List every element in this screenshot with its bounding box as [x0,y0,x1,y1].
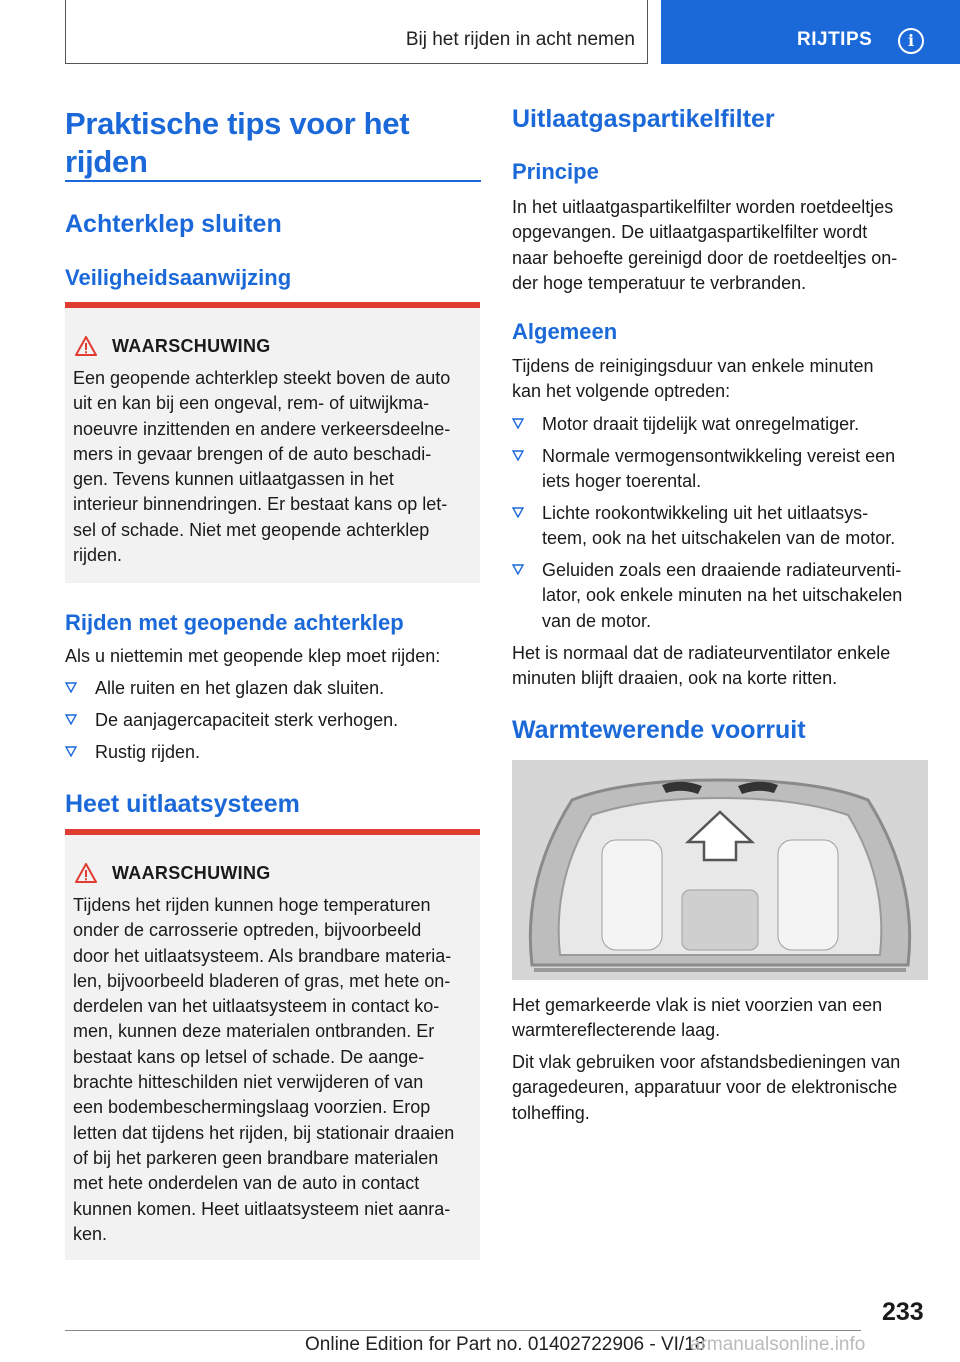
bullet-triangle-icon [65,713,77,725]
bullet-triangle-icon [65,745,77,757]
heading-heet-uitlaatsysteem: Heet uitlaatsysteem [65,790,300,818]
footer-watermark: armanualsonline.info [690,1334,866,1355]
paragraph-after-list [512,641,928,692]
text-line: Motor draait tijdelijk wat onregelmatiger. [542,414,860,434]
text-line: Lichte rookontwikkeling uit het uitlaatsys- [542,503,869,523]
warning-line: bestaat kans op letsel of schade. De aange- [73,1046,425,1067]
warning-box-uitlaat [65,829,480,1260]
paragraph-wv-1 [512,993,928,1044]
text-line: Geluiden zoals een draaiende radiateurventi- [542,560,902,580]
warning-triangle-icon [75,336,97,356]
text-line: Het is normaal dat de radiateurventilator enkele [512,643,891,663]
text-line: opgevangen. De uitlaatgaspartikelfilter wordt [512,222,868,243]
paragraph-intro: Als u niettemin met geopende klep moet rijden: [65,646,441,666]
warning-line: brachte hitteschilden niet verwijderen of van [73,1072,424,1093]
heading-uitlaatgaspartikelfilter: Uitlaatgaspartikelfilter [512,105,775,133]
page-number: 233 [882,1298,924,1326]
warning-line: rijden. [73,545,123,566]
list-item-text [542,558,928,634]
warning-triangle-icon [75,863,97,883]
header-section-tab [65,0,648,64]
text-line: der hoge temperatuur te verbranden. [512,272,807,293]
heading-veiligheidsaanwijzing: Veiligheidsaanwijzing [65,265,292,290]
warning-line: letten dat tijdens het rijden, bij stationair draaien [73,1122,455,1143]
warning-line: derdelen van het uitlaatsysteem in contact ko- [73,996,440,1017]
bullet-triangle-icon [65,681,77,693]
list-item-text [542,412,928,437]
text-line: minuten blijft draaien, ook na korte ritten. [512,668,838,689]
header-chapter-title: RIJTIPS [797,29,873,50]
list-item-text [542,444,928,495]
text-line: van de motor. [542,610,652,631]
warning-line: gen. Tevens kunnen uitlaatgassen in het [73,469,394,490]
header-chapter-tab[interactable] [661,0,960,64]
list-item-text: Alle ruiten en het glazen dak sluiten. [95,678,385,698]
warning-line: noeuvre inzittenden en andere verkeersdeelne- [73,418,451,439]
paragraph-wv-2 [512,1050,928,1126]
paragraph-algemeen [512,354,928,405]
text-line: iets hoger toerental. [542,471,702,492]
warning-line: uit en kan bij een ongeval, rem- of uitwijkma- [73,393,430,414]
warning-line: men, kunnen deze materialen ontbranden. Er [73,1021,435,1042]
warning-line: mers in gevaar brengen of de auto beschadi- [73,443,432,464]
warning-line: een bodembeschermingslaag voorzien. Erop [73,1097,431,1118]
warning-line: Tijdens het rijden kunnen hoge temperaturen [73,895,431,915]
text-line: Het gemarkeerde vlak is niet voorzien van een [512,995,883,1015]
warning-text [73,366,475,568]
warning-text [73,893,475,1247]
list-item-text [542,501,928,552]
warning-line: len, bijvoorbeeld bladeren of gras, met hete on- [73,970,451,991]
text-line: warmtereflecterende laag. [512,1020,721,1041]
warning-line: interieur binnendringen. Er bestaat kans op let- [73,494,448,515]
warning-line: door het uitlaatsysteem. Als brandbare materia- [73,945,452,966]
warning-line: Een geopende achterklep steekt boven de auto [73,368,451,388]
bullet-triangle-icon [512,417,524,429]
footer-edition: Online Edition for Part no. 01402722906 - VI/18 [305,1334,706,1355]
bullet-triangle-icon [512,506,524,518]
warning-line: sel of schade. Niet met geopende achterklep [73,519,430,540]
text-line: lator, ook enkele minuten na het uitschakelen [542,585,903,606]
info-icon: i [898,28,924,54]
heading-algemeen: Algemeen [512,319,618,344]
heading-principe: Principe [512,159,599,184]
warning-line: kunnen komen. Heet uitlaatsysteem niet aanra- [73,1198,451,1219]
heading-rijden-geopende-achterklep: Rijden met geopende achterklep [65,610,404,635]
text-line: Dit vlak gebruiken voor afstandsbedieningen van [512,1052,901,1072]
page-title [65,105,481,181]
bullet-triangle-icon [512,449,524,461]
header-section-title: Bij het rijden in acht nemen [405,29,635,50]
paragraph-principe [512,195,928,296]
warning-line: met hete onderdelen van de auto in contact [73,1173,420,1194]
text-line: Normale vermogensontwikkeling vereist een [542,446,896,466]
windshield-illustration [512,760,928,980]
page-title-line1: Praktische tips voor het [65,106,410,141]
list-item-text: De aanjagercapaciteit sterk verhogen. [95,710,399,730]
text-line: In het uitlaatgaspartikelfilter worden roetdeeltjes [512,197,894,217]
warning-line: of bij het parkeren geen brandbare materialen [73,1147,439,1168]
list-item-text: Rustig rijden. [95,742,201,762]
warning-label: WAARSCHUWING [112,336,271,356]
text-line: teem, ook na het uitschakelen van de motor. [542,528,896,549]
car-interior-image [512,760,928,980]
text-line: kan het volgende optreden: [512,381,731,402]
warning-label: WAARSCHUWING [112,863,271,883]
warning-box-achterklep [65,302,480,583]
warning-line: onder de carrosserie optreden, bijvoorbeeld [73,920,422,941]
bullet-triangle-icon [512,563,524,575]
heading-achterklep-sluiten: Achterklep sluiten [65,210,282,238]
text-line: tolheffing. [512,1102,590,1123]
footer-divider [65,1330,861,1331]
title-divider [65,180,481,182]
warning-line: ken. [73,1223,108,1244]
text-line: naar behoefte gereinigd door de roetdeeltjes on- [512,247,898,268]
text-line: garagedeuren, apparatuur voor de elektronische [512,1077,898,1098]
heading-warmtewerende-voorruit: Warmtewerende voorruit [512,716,806,744]
text-line: Tijdens de reinigingsduur van enkele minuten [512,356,874,376]
page-title-line2: rijden [65,144,148,179]
